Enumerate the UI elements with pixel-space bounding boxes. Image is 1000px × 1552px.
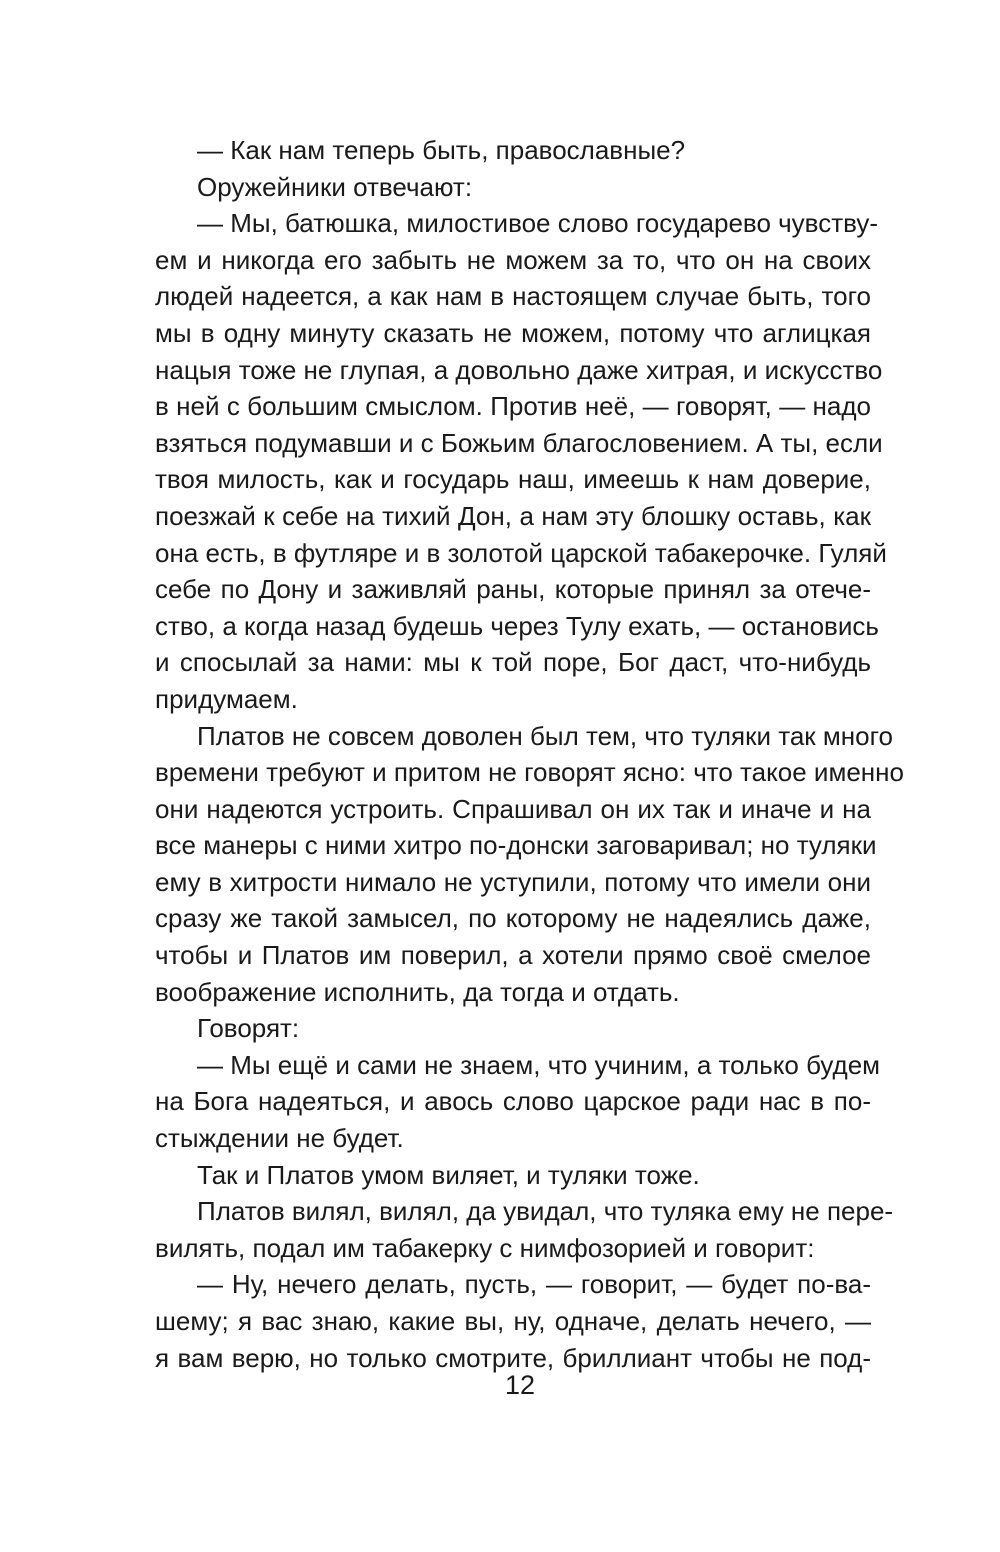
text-line: вилять, подал им табакерку с нимфозорией и говорит:: [155, 1232, 815, 1263]
text-line: ему в хитрости нимало не уступили, потому что имели они: [155, 866, 871, 897]
text-line: они надеются устроить. Спрашивал он их так и иначе и на: [155, 793, 871, 824]
text-line: я вам верю, но только смотрите, бриллиант чтобы не под-: [155, 1342, 871, 1373]
text-line: она есть, в футляре и в золотой царской табакерочке. Гуляй: [155, 537, 887, 568]
text-line: себе по Дону и заживляй раны, которые принял за отече-: [155, 574, 871, 605]
text-line: на Бога надеяться, и авось слово царское ради нас в по-: [155, 1086, 871, 1117]
text-line: и спосылай за нами: мы к той поре, Бог даст, что-нибудь: [155, 647, 871, 678]
text-line: — Ну, нечего делать, пусть, — говорит, — будет по-ва-: [197, 1269, 871, 1300]
text-line: шему; я вас знаю, какие вы, ну, одначе, делать нечего, —: [155, 1306, 871, 1336]
text-line: ство, а когда назад будешь через Тулу ехать, — остановись: [155, 610, 879, 641]
text-line: — Как нам теперь быть, православные?: [197, 135, 686, 165]
text-line: времени требуют и притом не говорят ясно: что такое именно: [155, 757, 904, 788]
text-line: Оружейники отвечают:: [197, 171, 473, 202]
text-line: в ней с большим смыслом. Против неё, — говорят, — надо: [155, 391, 871, 422]
text-line: стыждении не будет.: [155, 1123, 404, 1154]
text-line: людей надеется, а как нам в настоящем случае быть, того: [155, 281, 871, 312]
text-line: чтобы и Платов им поверил, а хотели прямо своё смелое: [155, 940, 871, 971]
text-line: ем и никогда его забыть не можем за то, что он на своих: [155, 244, 871, 275]
text-line: твоя милость, как и государь наш, имеешь к нам доверие,: [155, 464, 871, 495]
page-number: 12: [504, 1370, 536, 1400]
text-line: сразу же такой замысел, по которому не надеялись даже,: [155, 903, 871, 934]
text-line: — Мы, батюшка, милостивое слово государево чувству-: [197, 208, 879, 239]
text-line: Платов вилял, вилял, да увидал, что туляка ему не пере-: [197, 1196, 894, 1227]
text-line: поезжай к себе на тихий Дон, а нам эту блошку оставь, как: [155, 500, 871, 531]
text-line: — Мы ещё и сами не знаем, что учиним, а только будем: [197, 1049, 881, 1080]
text-line: взяться подумавши и с Божьим благословением. А ты, если: [155, 427, 883, 458]
text-line: нацыя тоже не глупая, а довольно даже хитрая, и искусство: [155, 354, 883, 385]
text-line: Платов не совсем доволен был тем, что туляки так много: [197, 720, 893, 751]
text-line: все манеры с ними хитро по-донски заговаривал; но туляки: [155, 830, 877, 861]
text-line: воображение исполнить, да тогда и отдать.: [155, 976, 680, 1007]
text-line: Так и Платов умом виляет, и туляки тоже.: [197, 1159, 700, 1190]
text-line: придумаем.: [155, 683, 298, 714]
text-line: Говорят:: [197, 1013, 300, 1044]
page-body-text: [155, 132, 904, 1376]
text-line: мы в одну минуту сказать не можем, потому что аглицкая: [155, 317, 871, 348]
